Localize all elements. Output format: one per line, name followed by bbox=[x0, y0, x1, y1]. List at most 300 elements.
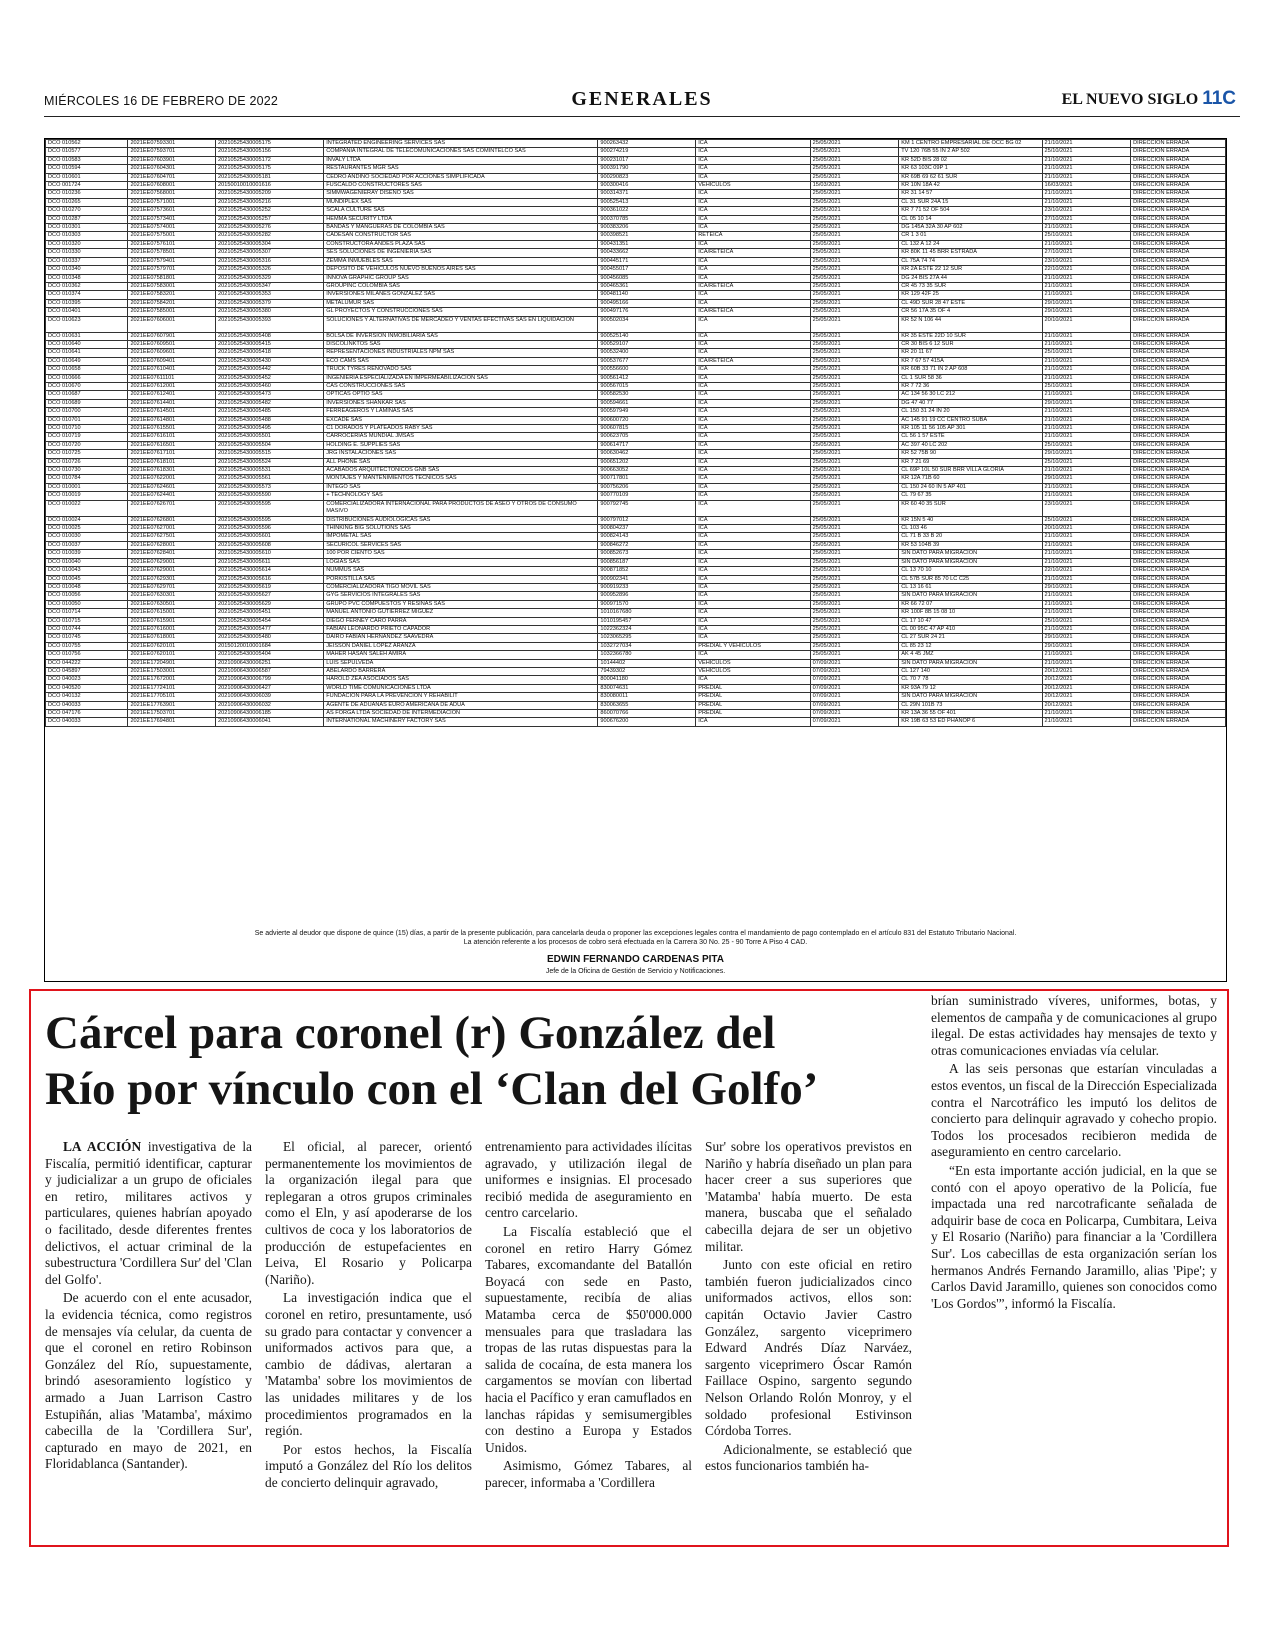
table-row bbox=[46, 340, 1226, 348]
table-cell: KR 52 N 106 44 bbox=[899, 316, 1042, 332]
table-row bbox=[46, 173, 1226, 181]
table-cell: 900300416 bbox=[598, 182, 696, 190]
table-cell: KR 63 103C 09P 1 bbox=[899, 165, 1042, 173]
table-cell: DCO 010601 bbox=[46, 173, 128, 181]
table-cell: DIRECCIÓN ERRADA bbox=[1131, 659, 1226, 667]
table-cell: 25/05/2021 bbox=[810, 475, 899, 483]
table-cell: ICA bbox=[696, 316, 810, 332]
table-cell: 20210525430005595 bbox=[216, 516, 324, 524]
table-cell: 2021EE07630301 bbox=[128, 592, 216, 600]
table-cell: 900607815 bbox=[598, 425, 696, 433]
table-row bbox=[46, 408, 1226, 416]
table-cell: SIN DATO PARA MIGRACION bbox=[899, 659, 1042, 667]
table-cell: MUNDIPLEX SAS bbox=[324, 198, 598, 206]
table-cell: 2021EE07568001 bbox=[128, 190, 216, 198]
table-cell: 21/10/2021 bbox=[1042, 198, 1131, 206]
paragraph: La Fiscalía estableció que el coronel en retiro Harry Gómez Tabares, excomandante del Batallón Boyacá con sede en Pasto, supuestamente, recibía de alias Matamba cerca de $50'000.000 mensuales para que trasladara las tropas de las rutas dispuestas para la salida de cocaína, de esta manera los cargamentos se movían con libertad hacia el Pacífico y eran camuflados en lanchas rápidas y semisumergibles con destino a Europa y Estados Unidos. bbox=[485, 1223, 692, 1455]
table-cell: 25/05/2021 bbox=[810, 651, 899, 659]
table-cell: 900797012 bbox=[598, 516, 696, 524]
table-cell: 20210525430005460 bbox=[216, 382, 324, 390]
headline-line-2: Río por vínculo con el ‘Clan del Golfo’ bbox=[45, 1063, 819, 1115]
table-cell: ICA bbox=[696, 467, 810, 475]
table-cell: 20210525430005430 bbox=[216, 357, 324, 365]
table-cell: 25/05/2021 bbox=[810, 433, 899, 441]
table-cell: 27/10/2021 bbox=[1042, 249, 1131, 257]
table-cell: DCO 040033 bbox=[46, 701, 128, 709]
table-cell: JRG INSTALACIONES SAS bbox=[324, 450, 598, 458]
table-cell: DCO 047176 bbox=[46, 710, 128, 718]
table-cell: DIRECCIÓN ERRADA bbox=[1131, 684, 1226, 692]
table-cell: LUIS SEPULVEDA bbox=[324, 659, 598, 667]
table-cell: DCO 010714 bbox=[46, 609, 128, 617]
table-cell: DCO 010287 bbox=[46, 215, 128, 223]
table-cell: ICA bbox=[696, 266, 810, 274]
table-cell: DIRECCIÓN ERRADA bbox=[1131, 475, 1226, 483]
table-cell: INTEGO SAS bbox=[324, 483, 598, 491]
table-cell: 2021EE07609401 bbox=[128, 357, 216, 365]
table-cell: 20210525430005276 bbox=[216, 224, 324, 232]
table-cell: 25/05/2021 bbox=[810, 299, 899, 307]
table-row bbox=[46, 550, 1226, 558]
table-cell: KR 35 ESTE 22D 10 SUR bbox=[899, 332, 1042, 340]
table-cell: DCO 010045 bbox=[46, 575, 128, 583]
table-cell: 21/10/2021 bbox=[1042, 710, 1131, 718]
table-cell: 20/12/2021 bbox=[1042, 667, 1131, 675]
table-row bbox=[46, 232, 1226, 240]
table-cell: GYG SERVICIOS INTEGRALES SAS bbox=[324, 592, 598, 600]
table-cell: ICA bbox=[696, 441, 810, 449]
table-cell: DCO 010720 bbox=[46, 441, 128, 449]
table-cell: PORKISTILLA SAS bbox=[324, 575, 598, 583]
table-cell: AC 134 56 30 LC 212 bbox=[899, 391, 1042, 399]
table-cell: DIRECCIÓN ERRADA bbox=[1131, 533, 1226, 541]
table-cell: 22/10/2021 bbox=[1042, 266, 1131, 274]
table-cell: 20210906430006799 bbox=[216, 676, 324, 684]
table-cell: 07/09/2021 bbox=[810, 684, 899, 692]
paragraph: entrenamiento para actividades ilícitas agravado, y utilización ilegal de uniformes e insignias. El procesado recibió medida de aseguramiento en centro carcelario. bbox=[485, 1139, 692, 1221]
table-cell: DIRECCIÓN ERRADA bbox=[1131, 441, 1226, 449]
table-cell: 20210525430005156 bbox=[216, 148, 324, 156]
table-cell: 20210525430005408 bbox=[216, 332, 324, 340]
table-cell: 900529107 bbox=[598, 340, 696, 348]
table-row bbox=[46, 156, 1226, 164]
masthead bbox=[1062, 88, 1236, 110]
table-cell: KM 1 CENTRO EMPRESARIAL DE OCC BG 02 bbox=[899, 140, 1042, 148]
table-row bbox=[46, 308, 1226, 316]
table-cell: 2021EE07574001 bbox=[128, 224, 216, 232]
table-cell: EXCADE SAS bbox=[324, 416, 598, 424]
table-cell: 20210525430005627 bbox=[216, 592, 324, 600]
table-cell: ICA bbox=[696, 483, 810, 491]
table-cell: CL 1 SUR 58 36 bbox=[899, 374, 1042, 382]
table-cell: NUMMUS SAS bbox=[324, 567, 598, 575]
table-cell: 21/10/2021 bbox=[1042, 718, 1131, 726]
table-cell: 900971570 bbox=[598, 600, 696, 608]
table-cell: DIRECCIÓN ERRADA bbox=[1131, 450, 1226, 458]
table-row bbox=[46, 492, 1226, 500]
table-row bbox=[46, 391, 1226, 399]
table-cell: SIN DATO PARA MIGRACION bbox=[899, 693, 1042, 701]
table-cell: 21/10/2021 bbox=[1042, 240, 1131, 248]
table-cell: 2021EE07593701 bbox=[128, 148, 216, 156]
table-cell: 20210906430006032 bbox=[216, 701, 324, 709]
table-row bbox=[46, 382, 1226, 390]
table-cell: 900370785 bbox=[598, 215, 696, 223]
table-row bbox=[46, 710, 1226, 718]
table-row bbox=[46, 441, 1226, 449]
table-cell: DCO 010340 bbox=[46, 266, 128, 274]
table-row bbox=[46, 533, 1226, 541]
table-cell: 20210906430006185 bbox=[216, 710, 324, 718]
table-row bbox=[46, 291, 1226, 299]
table-cell: 900532400 bbox=[598, 349, 696, 357]
table-cell: KR 20 11 67 bbox=[899, 349, 1042, 357]
table-cell: DCO 010784 bbox=[46, 475, 128, 483]
table-cell: ICA bbox=[696, 198, 810, 206]
table-cell: 2021EE07629701 bbox=[128, 583, 216, 591]
table-cell: 21/10/2021 bbox=[1042, 625, 1131, 633]
table-cell: 2021EE17763901 bbox=[128, 701, 216, 709]
paragraph: A las seis personas que estarían vinculadas a estos eventos, un fiscal de la Dirección Especializada contra el Narcotráfico les imputó los delitos de concierto para delinquir agravado y cohecho propio. Todos los procesados recibieron medida de aseguramiento en centro carcelario. bbox=[931, 1061, 1217, 1160]
table-cell: ICA bbox=[696, 291, 810, 299]
table-cell: DIRECCIÓN ERRADA bbox=[1131, 693, 1226, 701]
table-row bbox=[46, 617, 1226, 625]
table-cell: KR 19B 63 53 ED PHANOP 6 bbox=[899, 718, 1042, 726]
table-cell: DIRECCIÓN ERRADA bbox=[1131, 667, 1226, 675]
table-cell: 21/10/2021 bbox=[1042, 550, 1131, 558]
table-cell: DIRECCIÓN ERRADA bbox=[1131, 173, 1226, 181]
table-cell: 21/10/2021 bbox=[1042, 291, 1131, 299]
table-cell: DIRECCIÓN ERRADA bbox=[1131, 274, 1226, 282]
table-cell: ICA bbox=[696, 550, 810, 558]
table-cell: 2021EE07610401 bbox=[128, 366, 216, 374]
table-row bbox=[46, 316, 1226, 332]
table-row bbox=[46, 458, 1226, 466]
table-cell: 21/10/2021 bbox=[1042, 558, 1131, 566]
table-cell: 25/05/2021 bbox=[810, 550, 899, 558]
table-cell: CADESAN CONSTRUCTOR SAS bbox=[324, 232, 598, 240]
table-cell: PREDIAL bbox=[696, 701, 810, 709]
table-cell: 25/10/2021 bbox=[1042, 617, 1131, 625]
table-cell: 21/10/2021 bbox=[1042, 224, 1131, 232]
table-cell: DIRECCIÓN ERRADA bbox=[1131, 600, 1226, 608]
table-cell: 900455017 bbox=[598, 266, 696, 274]
table-cell: 900231017 bbox=[598, 156, 696, 164]
table-row bbox=[46, 592, 1226, 600]
table-cell: 20210525430005181 bbox=[216, 173, 324, 181]
issue-date: MIÉRCOLES 16 DE FEBRERO DE 2022 bbox=[44, 94, 279, 108]
table-cell: 2021EE07571001 bbox=[128, 198, 216, 206]
table-cell: 25/05/2021 bbox=[810, 458, 899, 466]
table-cell: 2021EE07624601 bbox=[128, 483, 216, 491]
table-cell: ICA bbox=[696, 207, 810, 215]
table-cell: DCO 010670 bbox=[46, 382, 128, 390]
table-cell: 25/05/2021 bbox=[810, 366, 899, 374]
table-cell: DIRECCIÓN ERRADA bbox=[1131, 340, 1226, 348]
table-cell: 20210525430005629 bbox=[216, 600, 324, 608]
table-cell: CAS CONSTRUCCIONES SAS bbox=[324, 382, 598, 390]
table-cell: 20210906430006251 bbox=[216, 659, 324, 667]
table-cell: ICA/RETEICA bbox=[696, 308, 810, 316]
table-cell: C1 DORADOS Y PLATEADOS RABY SAS bbox=[324, 425, 598, 433]
table-cell: DIRECCIÓN ERRADA bbox=[1131, 583, 1226, 591]
table-cell: CL 103 46 bbox=[899, 525, 1042, 533]
table-cell: KR 60B 33 71 IN 2 AP 608 bbox=[899, 366, 1042, 374]
table-cell: DCO 010725 bbox=[46, 450, 128, 458]
table-cell: 21/10/2021 bbox=[1042, 483, 1131, 491]
table-row bbox=[46, 399, 1226, 407]
table-cell: 900856187 bbox=[598, 558, 696, 566]
table-cell: 29/10/2021 bbox=[1042, 583, 1131, 591]
table-cell: DCO 010374 bbox=[46, 291, 128, 299]
table-row bbox=[46, 701, 1226, 709]
table-cell: VEHÍCULOS bbox=[696, 667, 810, 675]
table-cell: 2021EE07606001 bbox=[128, 316, 216, 332]
table-cell: CARROCERIAS MUNDIAL JMSAS bbox=[324, 433, 598, 441]
table-cell: CL 75A 74 74 bbox=[899, 257, 1042, 265]
table-cell: INGENIERIA ESPECIALIZADA EN IMPERMEABILIZACION SAS bbox=[324, 374, 598, 382]
table-cell: OPTICAS OPTIO SAS bbox=[324, 391, 598, 399]
table-cell: 25/05/2021 bbox=[810, 340, 899, 348]
table-cell: 900623705 bbox=[598, 433, 696, 441]
table-cell: KR 15N 5 40 bbox=[899, 516, 1042, 524]
table-cell: CL 85 23 12 bbox=[899, 642, 1042, 650]
table-cell: 2021EE17672001 bbox=[128, 676, 216, 684]
table-cell: 900630462 bbox=[598, 450, 696, 458]
table-cell: 21/10/2021 bbox=[1042, 332, 1131, 340]
table-cell: 21/10/2021 bbox=[1042, 274, 1131, 282]
table-cell: CL 00 95C 47 AP 410 bbox=[899, 625, 1042, 633]
table-cell: DG 145A 32A 30 AP 602 bbox=[899, 224, 1042, 232]
table-cell: 25/05/2021 bbox=[810, 408, 899, 416]
table-cell: 20210525430005282 bbox=[216, 232, 324, 240]
table-cell: 21/10/2021 bbox=[1042, 190, 1131, 198]
table-cell: DIRECCIÓN ERRADA bbox=[1131, 483, 1226, 491]
table-cell: 2021EE07579401 bbox=[128, 257, 216, 265]
table-cell: CR 1 3 01 bbox=[899, 232, 1042, 240]
table-cell: DCO 010236 bbox=[46, 190, 128, 198]
table-cell: 25/05/2021 bbox=[810, 399, 899, 407]
table-cell: 2021EE07583001 bbox=[128, 282, 216, 290]
table-cell: 20210525430005608 bbox=[216, 541, 324, 549]
table-cell: 2021EE17694801 bbox=[128, 718, 216, 726]
table-cell: 20210525430005209 bbox=[216, 190, 324, 198]
table-cell: ICA bbox=[696, 224, 810, 232]
table-cell: DIRECCIÓN ERRADA bbox=[1131, 500, 1226, 516]
table-cell: SIN DATO PARA MIGRACION bbox=[899, 558, 1042, 566]
table-cell: ICA/RETEICA bbox=[696, 357, 810, 365]
table-cell: DIRECCIÓN ERRADA bbox=[1131, 349, 1226, 357]
table-cell: 2021EE07617101 bbox=[128, 450, 216, 458]
table-row bbox=[46, 425, 1226, 433]
table-row bbox=[46, 651, 1226, 659]
table-cell: 25/10/2021 bbox=[1042, 458, 1131, 466]
table-row bbox=[46, 215, 1226, 223]
table-cell: KR 129 42F 25 bbox=[899, 291, 1042, 299]
table-cell: 25/05/2021 bbox=[810, 558, 899, 566]
table-row bbox=[46, 249, 1226, 257]
table-cell: 2021EE07575001 bbox=[128, 232, 216, 240]
table-cell: DIRECCIÓN ERRADA bbox=[1131, 316, 1226, 332]
table-cell: DCO 010583 bbox=[46, 156, 128, 164]
notice-text bbox=[45, 929, 1226, 947]
table-cell: DIRECCIÓN ERRADA bbox=[1131, 249, 1226, 257]
table-cell: 20150010010001616 bbox=[216, 182, 324, 190]
table-cell: 2021EE07620101 bbox=[128, 651, 216, 659]
table-cell: 2021EE07578501 bbox=[128, 249, 216, 257]
table-cell: DCO 010700 bbox=[46, 408, 128, 416]
table-row bbox=[46, 575, 1226, 583]
table-cell: 25/05/2021 bbox=[810, 441, 899, 449]
table-cell: 900597949 bbox=[598, 408, 696, 416]
table-cell: 21/10/2021 bbox=[1042, 492, 1131, 500]
table-cell: 20210525430005307 bbox=[216, 249, 324, 257]
table-cell: DEPOSITO DE VEHICULOS NUEVO BUENOS AIRES SAS bbox=[324, 266, 598, 274]
table-cell: 20210906430006427 bbox=[216, 684, 324, 692]
table-cell: 20210525430005473 bbox=[216, 391, 324, 399]
table-cell: GROUPINC COLOMBIA SAS bbox=[324, 282, 598, 290]
table-cell: ICA bbox=[696, 173, 810, 181]
table-cell: 25/05/2021 bbox=[810, 567, 899, 575]
table-cell: 21/10/2021 bbox=[1042, 433, 1131, 441]
table-cell: DCO 010649 bbox=[46, 357, 128, 365]
table-cell: ICA bbox=[696, 575, 810, 583]
table-cell: TRUCK TYRES RENOVADO SAS bbox=[324, 366, 598, 374]
table-cell: 22/10/2021 bbox=[1042, 567, 1131, 575]
table-cell: DCO 010303 bbox=[46, 232, 128, 240]
table-cell: 25/05/2021 bbox=[810, 617, 899, 625]
table-row bbox=[46, 483, 1226, 491]
table-cell: MONTAJES Y MANTENIMIENTOS TECNICOS SAS bbox=[324, 475, 598, 483]
table-cell: 20210525430005601 bbox=[216, 533, 324, 541]
table-cell: DIRECCIÓN ERRADA bbox=[1131, 232, 1226, 240]
table-cell: 25/05/2021 bbox=[810, 483, 899, 491]
table-cell: DCO 040033 bbox=[46, 718, 128, 726]
table-cell: 25/05/2021 bbox=[810, 642, 899, 650]
table-cell: SES SOLUCIONES DE INGENIERIA SAS bbox=[324, 249, 598, 257]
table-cell: 20210525430005488 bbox=[216, 416, 324, 424]
table-cell: 900902341 bbox=[598, 575, 696, 583]
table-cell: CEDRO ANDINO SOCIEDAD POR ACCIONES SIMPLIFICADA bbox=[324, 173, 598, 181]
table-cell: 900525140 bbox=[598, 332, 696, 340]
table-cell: DCO 010050 bbox=[46, 600, 128, 608]
table-cell: ICA bbox=[696, 299, 810, 307]
table-cell: LOGIAS SAS bbox=[324, 558, 598, 566]
table-cell: 900465361 bbox=[598, 282, 696, 290]
table-cell: 25/05/2021 bbox=[810, 198, 899, 206]
table-cell: 25/10/2021 bbox=[1042, 148, 1131, 156]
table-cell: COMPAÑIA INTEGRAL DE TELECOMUNICACIONES SAS COMINTELCO SAS bbox=[324, 148, 598, 156]
table-cell: CL 13 70 10 bbox=[899, 567, 1042, 575]
table-cell: 25/05/2021 bbox=[810, 257, 899, 265]
table-cell: ABELARDO BARRERA bbox=[324, 667, 598, 675]
table-cell: 1032727034 bbox=[598, 642, 696, 650]
table-cell: 20210525430005353 bbox=[216, 291, 324, 299]
table-cell: 2021EE07573601 bbox=[128, 207, 216, 215]
table-cell: 860070766 bbox=[598, 710, 696, 718]
paragraph: Adicionalmente, se estableció que estos funcionarios también ha- bbox=[705, 1441, 912, 1474]
table-cell: 2021EE07618301 bbox=[128, 467, 216, 475]
table-row bbox=[46, 357, 1226, 365]
table-cell: 900824143 bbox=[598, 533, 696, 541]
table-cell: DCO 010395 bbox=[46, 299, 128, 307]
table-cell: DIRECCIÓN ERRADA bbox=[1131, 240, 1226, 248]
paragraph: Asimismo, Gómez Tabares, al parecer, informaba a 'Cordillera bbox=[485, 1458, 692, 1490]
table-cell: DCO 001724 bbox=[46, 182, 128, 190]
table-cell: ICA bbox=[696, 525, 810, 533]
table-cell: 20210525430005257 bbox=[216, 215, 324, 223]
table-cell: GL PROYECTOS Y CONSTRUCCIONES SAS bbox=[324, 308, 598, 316]
table-cell: DCO 010043 bbox=[46, 567, 128, 575]
table-row bbox=[46, 266, 1226, 274]
table-cell: DCO 010687 bbox=[46, 391, 128, 399]
table-cell: 900314371 bbox=[598, 190, 696, 198]
table-cell: 21/10/2021 bbox=[1042, 357, 1131, 365]
table-row bbox=[46, 274, 1226, 282]
table-cell: 20210525430005595 bbox=[216, 500, 324, 516]
table-cell: DAIRO FABIAN HERNANDEZ SAAVEDRA bbox=[324, 634, 598, 642]
table-row bbox=[46, 282, 1226, 290]
table-row bbox=[46, 684, 1226, 692]
table-cell: 900717801 bbox=[598, 475, 696, 483]
table-cell: KR 100F 8B 15 08 10 bbox=[899, 609, 1042, 617]
table-cell: DIRECCIÓN ERRADA bbox=[1131, 516, 1226, 524]
table-cell: DCO 010024 bbox=[46, 516, 128, 524]
table-cell: DCO 010755 bbox=[46, 642, 128, 650]
table-cell: 20210525430005501 bbox=[216, 433, 324, 441]
table-cell: DCO 010631 bbox=[46, 332, 128, 340]
table-cell: ICA bbox=[696, 609, 810, 617]
table-cell: KR 10N 18A 42 bbox=[899, 182, 1042, 190]
table-cell: ICA bbox=[696, 366, 810, 374]
table-cell: ICA bbox=[696, 558, 810, 566]
table-cell: 900582530 bbox=[598, 391, 696, 399]
table-cell: 25/10/2021 bbox=[1042, 516, 1131, 524]
table-cell: 25/05/2021 bbox=[810, 634, 899, 642]
table-cell: 20210525430005347 bbox=[216, 282, 324, 290]
table-cell: 20210525430005304 bbox=[216, 240, 324, 248]
table-cell: ICA bbox=[696, 408, 810, 416]
table-cell: DIRECCIÓN ERRADA bbox=[1131, 215, 1226, 223]
table-row bbox=[46, 600, 1226, 608]
table-row bbox=[46, 433, 1226, 441]
table-cell: 25/10/2021 bbox=[1042, 349, 1131, 357]
table-cell: 900846272 bbox=[598, 541, 696, 549]
table-cell: 29/10/2021 bbox=[1042, 642, 1131, 650]
table-cell: KR 52 75B 90 bbox=[899, 450, 1042, 458]
paragraph: investigativa de la Fiscalía, permitió identificar, capturar y judicializar a un grupo de oficiales en retiro, militares activos y particulares, quienes habrían apoyado o facilitado, desde diferentes frentes delictivos, el actuar criminal de la subestructura 'Cordillera Sur' del 'Clan del Golfo'. bbox=[45, 1139, 252, 1287]
table-cell: 2021EE07603901 bbox=[128, 156, 216, 164]
table-cell: 16/03/2021 bbox=[1042, 182, 1131, 190]
table-cell: 21/10/2021 bbox=[1042, 391, 1131, 399]
table-cell: DCO 010623 bbox=[46, 316, 128, 332]
table-cell: 2021EE17705101 bbox=[128, 693, 216, 701]
table-cell: CL 13 16 61 bbox=[899, 583, 1042, 591]
table-row bbox=[46, 558, 1226, 566]
table-row bbox=[46, 416, 1226, 424]
table-cell: 1010167680 bbox=[598, 609, 696, 617]
table-cell: DIRECCIÓN ERRADA bbox=[1131, 642, 1226, 650]
table-cell: 25/05/2021 bbox=[810, 609, 899, 617]
table-cell: 20/12/2021 bbox=[1042, 676, 1131, 684]
table-cell: DCO 010730 bbox=[46, 467, 128, 475]
table-cell: 20210525430005404 bbox=[216, 651, 324, 659]
table-cell: DCO 010048 bbox=[46, 583, 128, 591]
article-column-3 bbox=[485, 1139, 692, 1493]
table-cell: ICA bbox=[696, 340, 810, 348]
table-cell: DISTRIBUCIONES AUDIOLOGICAS SAS bbox=[324, 516, 598, 524]
table-cell: MAHER HASAN SALEH AMIRA bbox=[324, 651, 598, 659]
